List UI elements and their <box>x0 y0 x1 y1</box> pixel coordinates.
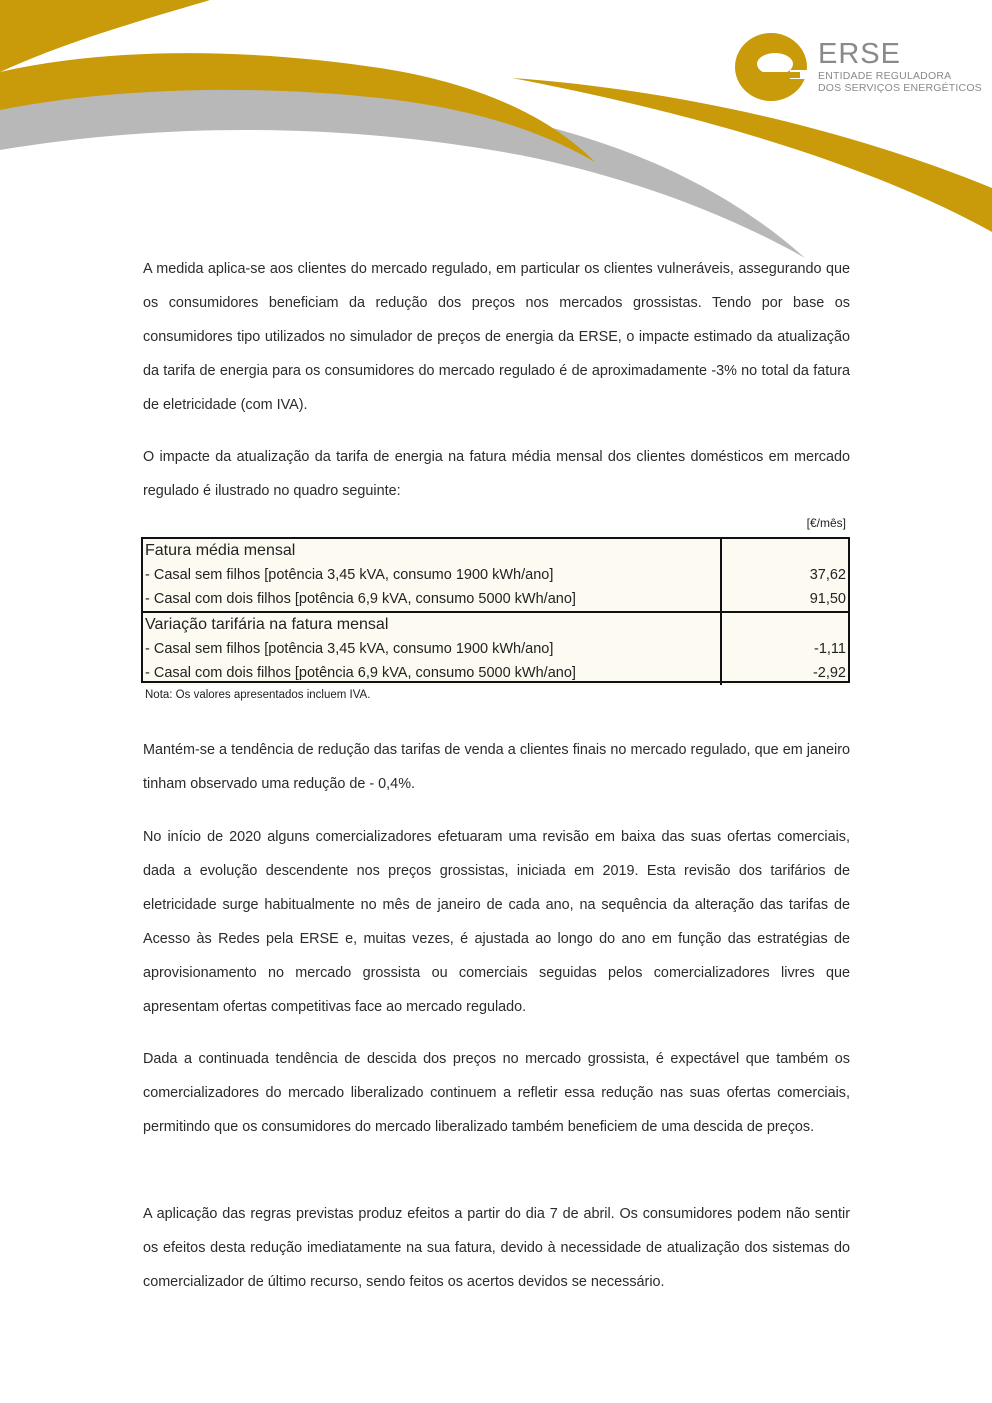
tariff-table <box>141 537 850 685</box>
table-group-header <box>141 538 850 563</box>
group-title: Fatura média mensal <box>141 538 721 563</box>
table-unit-label: [€/mês] <box>806 516 846 530</box>
logo-subtitle-line2: DOS SERVIÇOS ENERGÉTICOS <box>818 82 982 94</box>
paragraph-revision: No início de 2020 alguns comercializadores efetuaram uma revisão em baixa das suas ofertas comerciais, dada a evolução descendente nos preços grossistas, iniciada em 2019. Esta revisão dos tarifários de eletricidade surge habitualmente no mês de janeiro de cada ano, na sequência da alteração das tarifas de Acesso às Redes pela ERSE e, muitas vezes, é ajustada ao longo do ano em função das estratégias de aprovisionamento no mercado grossista ou comerciais seguidas pelos comercializadores livres que apresentam ofertas competitivas face ao mercado regulado. <box>143 829 850 1015</box>
table-row <box>141 637 850 661</box>
row-label: - Casal com dois filhos [potência 6,9 kVA, consumo 5000 kWh/ano] <box>145 665 576 681</box>
row-label: - Casal com dois filhos [potência 6,9 kVA, consumo 5000 kWh/ano] <box>145 591 576 607</box>
row-value: -1,11 <box>721 637 850 661</box>
row-value: 37,62 <box>721 563 850 587</box>
logo-subtitle-line1: ENTIDADE REGULADORA <box>818 70 952 82</box>
row-label: - Casal sem filhos [potência 3,45 kVA, consumo 1900 kWh/ano] <box>145 641 554 657</box>
row-value: -2,92 <box>721 661 850 685</box>
row-label: - Casal sem filhos [potência 3,45 kVA, consumo 1900 kWh/ano] <box>145 567 554 583</box>
paragraph-application: A aplicação das regras previstas produz efeitos a partir do dia 7 de abril. Os consumidores podem não sentir os efeitos desta redução imediatamente na sua fatura, devido à necessidade de atualização dos sistemas do comercializador de último recurso, sendo feitos os acertos devidos se necessário. <box>143 1206 850 1290</box>
paragraph-table-intro: O impacte da atualização da tarifa de energia na fatura média mensal dos clientes domésticos em mercado regulado é ilustrado no quadro seguinte: <box>143 449 850 499</box>
table-group-header <box>141 612 850 637</box>
paragraph-trend: Mantém-se a tendência de redução das tarifas de venda a clientes finais no mercado regulado, que em janeiro tinham observado uma redução de - 0,4%. <box>143 742 850 792</box>
table-row <box>141 661 850 685</box>
table-row <box>141 587 850 612</box>
paragraph-liberalized: Dada a continuada tendência de descida dos preços no mercado grossista, é expectável que também os comercializadores do mercado liberalizado continuem a refletir essa redução nas suas ofertas comerciais, permitindo que os consumidores do mercado liberalizado também beneficiem de uma descida de preços. <box>143 1051 850 1135</box>
table-row <box>141 563 850 587</box>
group-title: Variação tarifária na fatura mensal <box>141 612 721 637</box>
erse-logo-mark <box>735 33 814 101</box>
paragraph-measure-scope: A medida aplica-se aos clientes do mercado regulado, em particular os clientes vulneráveis, assegurando que os consumidores beneficiam da redução dos preços nos mercados grossistas. Tendo por base os consumidores tipo utilizados no simulador de preços de energia da ERSE, o impacte estimado da atualização da tarifa de energia para os consumidores do mercado regulado é de aproximadamente -3% no total da fatura de eletricidade (com IVA). <box>143 261 850 413</box>
logo-name: ERSE <box>818 38 901 70</box>
row-value: 91,50 <box>721 587 850 612</box>
erse-logo-text <box>818 38 982 94</box>
table-note: Nota: Os valores apresentados incluem IVA. <box>145 689 371 701</box>
